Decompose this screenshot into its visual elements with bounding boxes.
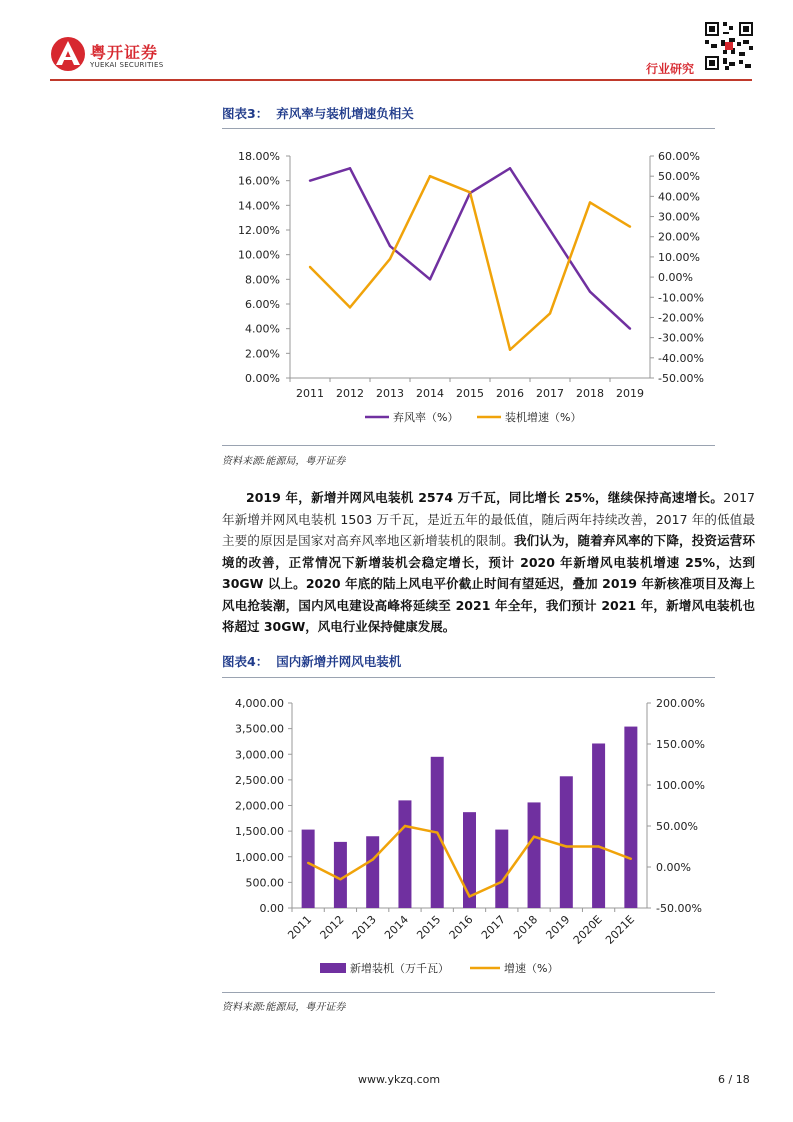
curtailment-rate-point bbox=[309, 179, 311, 181]
curtailment-rate-point bbox=[589, 290, 591, 292]
y-left-tick-label: 8.00% bbox=[245, 273, 280, 287]
curtailment-rate-point bbox=[629, 327, 631, 329]
growth-rate-point bbox=[597, 845, 599, 847]
x-tick-label: 2016 bbox=[446, 912, 476, 942]
new-install-bar bbox=[302, 830, 315, 908]
x-tick-label: 2016 bbox=[496, 387, 524, 400]
y-right-tick-label: -20.00% bbox=[658, 311, 704, 325]
y-right-tick-label: 150.00% bbox=[656, 738, 705, 751]
y-left-tick-label: 1,500.00 bbox=[235, 825, 284, 839]
y-right-tick-label: -10.00% bbox=[658, 291, 704, 305]
legend-label-growth-rate: 增速（%） bbox=[504, 962, 559, 975]
y-right-tick-label: 20.00% bbox=[658, 230, 700, 244]
brand-name-cn: 粤开证券 bbox=[90, 43, 159, 62]
install-growth-point bbox=[589, 201, 591, 203]
x-tick-label: 2019 bbox=[616, 387, 644, 400]
x-tick-label: 2011 bbox=[296, 387, 324, 400]
paragraph-sentence-2: 2017 年新增并网风电装机 1503 万千瓦，是近五年的最低值，随后两年持续改善，2017 年的低值最主要的原因是国家对高弃风率地区新增装机的限制。 bbox=[222, 490, 755, 548]
new-install-bar bbox=[528, 802, 541, 908]
y-left-tick-label: 2.00% bbox=[245, 347, 280, 361]
y-right-tick-label: 0.00% bbox=[658, 271, 693, 285]
y-right-tick-label: 30.00% bbox=[658, 210, 700, 224]
figure3-title bbox=[222, 104, 414, 122]
growth-rate-point bbox=[339, 878, 341, 880]
x-tick-label: 2018 bbox=[511, 912, 541, 942]
y-right-tick-label: -50.00% bbox=[658, 372, 704, 385]
new-install-bar bbox=[495, 830, 508, 908]
x-tick-label: 2013 bbox=[376, 387, 404, 400]
y-left-tick-label: 2,000.00 bbox=[235, 799, 284, 813]
new-install-bar bbox=[366, 836, 379, 908]
y-left-tick-label: 2,500.00 bbox=[235, 773, 284, 787]
company-logo-icon bbox=[50, 36, 86, 72]
y-right-tick-label: 10.00% bbox=[658, 250, 700, 264]
y-left-tick-label: 10.00% bbox=[238, 248, 280, 262]
new-install-bar bbox=[334, 842, 347, 908]
section-tag: 行业研究 bbox=[646, 62, 695, 76]
install-growth-point bbox=[509, 349, 511, 351]
figure3-source: 资料来源:能源局，粤开证券 bbox=[222, 456, 346, 467]
y-left-tick-label: 500.00 bbox=[245, 876, 284, 890]
y-right-tick-label: 100.00% bbox=[656, 779, 705, 792]
figure4-top-rule bbox=[222, 677, 715, 678]
install-growth-point bbox=[309, 266, 311, 268]
y-left-tick-label: 0.00 bbox=[259, 902, 284, 915]
y-right-tick-label: -50.00% bbox=[656, 902, 702, 915]
figure4-title bbox=[222, 652, 401, 670]
growth-rate-point bbox=[371, 858, 373, 860]
y-left-tick-label: 0.00% bbox=[245, 372, 280, 385]
install-growth-point bbox=[629, 225, 631, 227]
install-growth-point bbox=[349, 306, 351, 308]
y-left-tick-label: 4,000.00 bbox=[235, 697, 284, 710]
figure3-chart bbox=[222, 136, 715, 436]
install-growth-point bbox=[389, 258, 391, 260]
growth-rate-point bbox=[307, 862, 309, 864]
y-right-tick-label: 50.00% bbox=[656, 820, 698, 833]
series-install-growth-line bbox=[310, 176, 630, 350]
paragraph-sentence-1: 2019 年，新增并网风电装机 2574 万千瓦，同比增长 25%，继续保持高速增长。 bbox=[246, 490, 724, 505]
y-left-tick-label: 14.00% bbox=[238, 199, 280, 213]
figure3-top-rule bbox=[222, 128, 715, 129]
footer-page-number: 6 / 18 bbox=[718, 1073, 750, 1086]
legend-label-install-growth: 装机增速（%） bbox=[505, 411, 582, 424]
header-divider bbox=[50, 79, 752, 81]
y-right-tick-label: 50.00% bbox=[658, 170, 700, 184]
y-right-tick-label: 200.00% bbox=[656, 697, 705, 710]
growth-rate-point bbox=[565, 845, 567, 847]
paragraph-sentence-3: 我们认为，随着弃风率的下降，投资运营环境的改善，正常情况下新增装机会稳定增长，预计 2020 年新增风电装机增速 25%，达到 30GW 以上。2020 年底的陆上风电平价截止时间有望延迟，叠加 2019 年新核准项目及海上风电抢装潮，国内风电建设高峰将延续至 2021 年全年，我们预计 2021 年，新增风电装机也将超过 30GW，风电行业保持健康发展。 bbox=[222, 533, 755, 634]
new-install-bar bbox=[592, 743, 605, 908]
figure4-title-text: 国内新增并网风电装机 bbox=[276, 654, 402, 669]
x-tick-label: 2011 bbox=[285, 912, 315, 942]
x-tick-label: 2013 bbox=[349, 912, 379, 942]
install-growth-point bbox=[429, 175, 431, 177]
y-left-tick-label: 3,000.00 bbox=[235, 748, 284, 762]
y-left-tick-label: 12.00% bbox=[238, 224, 280, 237]
legend-swatch-new-install bbox=[320, 963, 346, 973]
legend-label-new-install: 新增装机（万千瓦） bbox=[350, 962, 449, 975]
figure4-chart bbox=[222, 686, 715, 986]
y-left-tick-label: 4.00% bbox=[245, 322, 280, 336]
y-left-tick-label: 1,000.00 bbox=[235, 850, 284, 864]
growth-rate-point bbox=[404, 825, 406, 827]
qr-code-icon bbox=[703, 20, 755, 72]
x-tick-label: 2017 bbox=[478, 912, 508, 942]
y-left-tick-label: 6.00% bbox=[245, 298, 280, 311]
new-install-bar bbox=[624, 727, 637, 908]
y-right-tick-label: 0.00% bbox=[656, 861, 691, 874]
figure3-bottom-rule bbox=[222, 445, 715, 446]
y-right-tick-label: 60.00% bbox=[658, 150, 700, 163]
install-growth-point bbox=[549, 312, 551, 314]
x-tick-label: 2015 bbox=[456, 387, 484, 400]
x-tick-label: 2019 bbox=[543, 912, 573, 942]
figure4-source: 资料来源:能源局，粤开证券 bbox=[222, 1002, 346, 1013]
y-left-tick-label: 18.00% bbox=[238, 150, 280, 163]
growth-rate-point bbox=[533, 835, 535, 837]
x-tick-label: 2017 bbox=[536, 387, 564, 400]
growth-rate-point bbox=[436, 831, 438, 833]
figure4-label: 图表4： bbox=[222, 654, 269, 669]
growth-rate-point bbox=[501, 881, 503, 883]
growth-rate-point bbox=[630, 858, 632, 860]
curtailment-rate-point bbox=[389, 245, 391, 247]
x-tick-label: 2018 bbox=[576, 387, 604, 400]
x-tick-label: 2012 bbox=[336, 387, 364, 400]
footer-url[interactable]: www.ykzq.com bbox=[358, 1073, 441, 1086]
y-right-tick-label: 40.00% bbox=[658, 190, 700, 204]
curtailment-rate-point bbox=[509, 167, 511, 169]
y-right-tick-label: -40.00% bbox=[658, 351, 704, 365]
figure3-title-text: 弃风率与装机增速负相关 bbox=[276, 106, 414, 121]
x-tick-label: 2012 bbox=[317, 912, 347, 942]
x-tick-label: 2021E bbox=[603, 912, 637, 947]
curtailment-rate-point bbox=[349, 167, 351, 169]
brand-name-en: YUEKAI SECURITIES bbox=[90, 61, 164, 69]
new-install-bar bbox=[398, 800, 411, 908]
growth-rate-point bbox=[468, 895, 470, 897]
y-left-tick-label: 3,500.00 bbox=[235, 722, 284, 736]
figure4-bottom-rule bbox=[222, 992, 715, 993]
y-right-tick-label: -30.00% bbox=[658, 331, 704, 345]
figure3-label: 图表3： bbox=[222, 106, 269, 121]
body-paragraph bbox=[222, 487, 755, 638]
x-tick-label: 2015 bbox=[414, 912, 444, 942]
x-tick-label: 2014 bbox=[416, 387, 444, 400]
y-left-tick-label: 16.00% bbox=[238, 174, 280, 188]
curtailment-rate-point bbox=[429, 278, 431, 280]
new-install-bar bbox=[560, 776, 573, 908]
curtailment-rate-point bbox=[549, 229, 551, 231]
legend-label-curtailment: 弃风率（%） bbox=[393, 411, 459, 424]
x-tick-label: 2014 bbox=[382, 912, 412, 942]
install-growth-point bbox=[469, 191, 471, 193]
x-tick-label: 2020E bbox=[570, 912, 605, 947]
